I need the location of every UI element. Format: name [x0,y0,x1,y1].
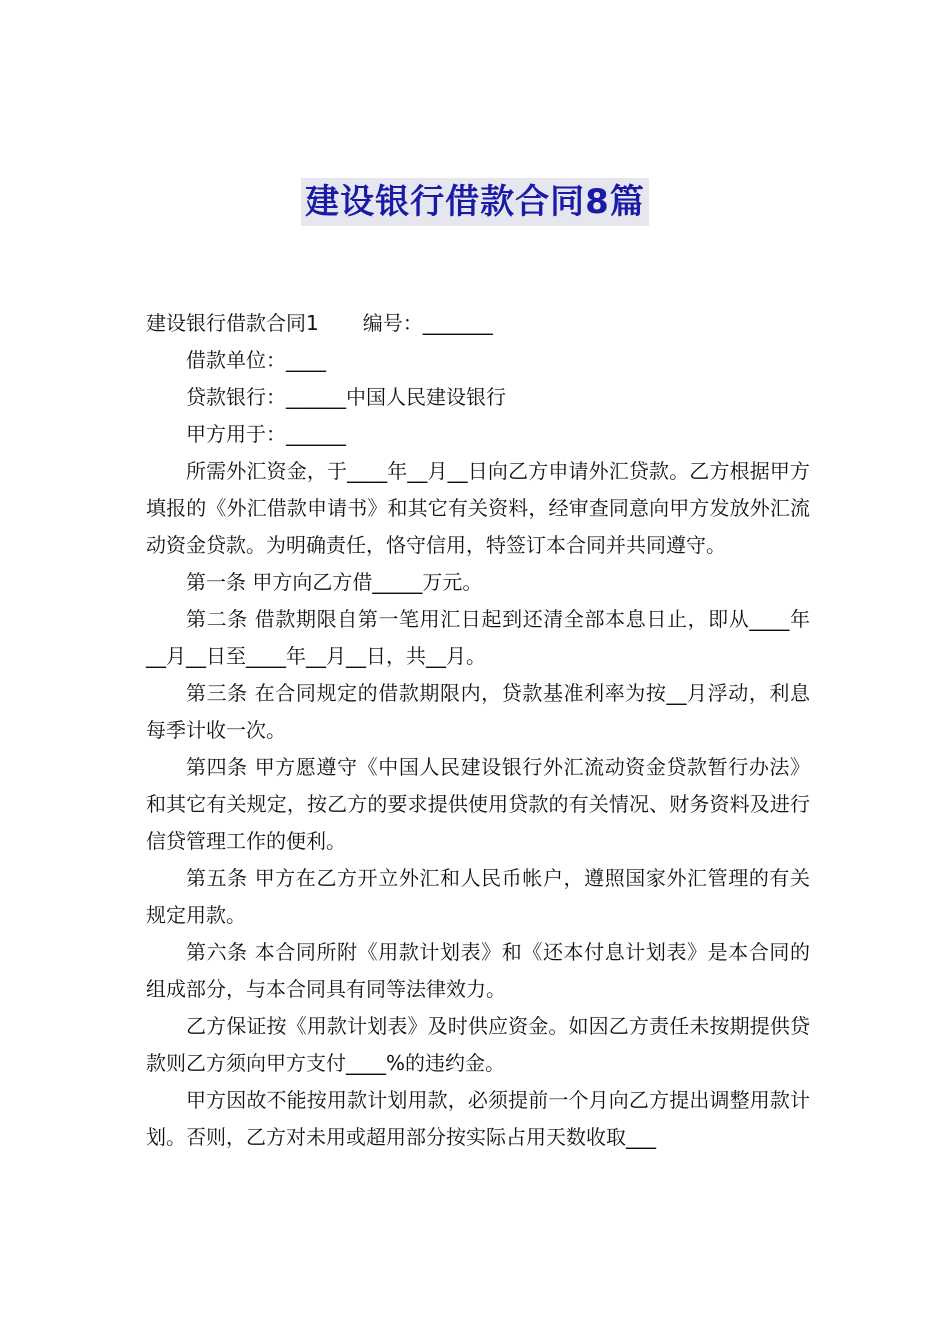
document-body [146,305,810,1156]
paragraph: 第六条 本合同所附《用款计划表》和《还本付息计划表》是本合同的组成部分，与本合同具有同等法律效力。 [146,940,810,1001]
contract-heading: 建设银行借款合同1 [146,311,319,335]
paragraph: 甲方因故不能按用款计划用款，必须提前一个月向乙方提出调整用款计划。否则，乙方对未用或超用部分按实际占用天数收取___ [146,1088,810,1149]
contract-number: 编号：_______ [362,311,493,335]
paragraph: 贷款银行：______中国人民建设银行 [186,385,506,409]
contract-heading-line [146,305,810,342]
paragraph: 甲方用于：______ [186,422,346,446]
title-container [0,178,950,226]
paragraph: 第二条 借款期限自第一笔用汇日起到还清全部本息日止，即从____年__月__日至____年__月__日，共__月。 [146,607,810,668]
paragraph: 第四条 甲方愿遵守《中国人民建设银行外汇流动资金贷款暂行办法》和其它有关规定，按乙方的要求提供使用贷款的有关情况、财务资料及进行信贷管理工作的便利。 [146,755,810,853]
document-title: 建设银行借款合同8篇 [301,178,649,226]
paragraph: 所需外汇资金，于____年__月__日向乙方申请外汇贷款。乙方根据甲方填报的《外汇借款申请书》和其它有关资料，经审查同意向甲方发放外汇流动资金贷款。为明确责任，恪守信用，特签订本合同并共同遵守。 [146,459,810,557]
paragraph: 借款单位：____ [186,348,326,372]
paragraph: 第五条 甲方在乙方开立外汇和人民币帐户，遵照国家外汇管理的有关规定用款。 [146,866,810,927]
paragraph: 乙方保证按《用款计划表》及时供应资金。如因乙方责任未按期提供贷款则乙方须向甲方支付____%的违约金。 [146,1014,810,1075]
paragraph: 第三条 在合同规定的借款期限内，贷款基准利率为按__月浮动，利息每季计收一次。 [146,681,810,742]
paragraph: 第一条 甲方向乙方借_____万元。 [186,570,483,594]
